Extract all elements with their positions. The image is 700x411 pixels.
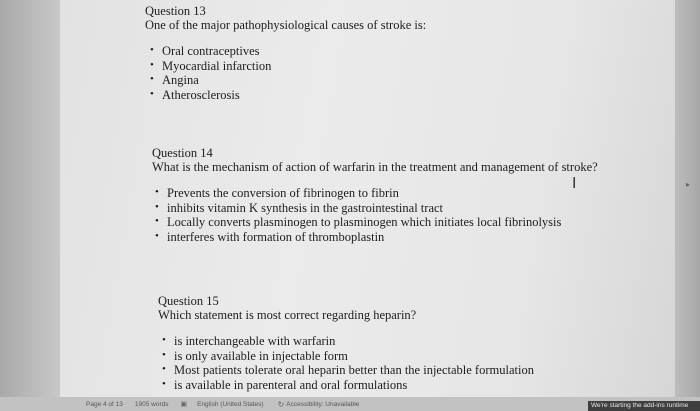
- question-text: One of the major pathophysiological causes of stroke is:: [145, 18, 427, 32]
- question-text: What is the mechanism of action of warfarin in the treatment and management of stroke?: [152, 160, 598, 174]
- proofing-icon[interactable]: ▣: [180, 401, 188, 408]
- question-text: Which statement is most correct regarding heparin?: [158, 308, 417, 322]
- text-cursor-icon: I: [572, 174, 577, 192]
- option-item[interactable]: • Myocardial infarction: [150, 59, 426, 74]
- addins-notification: We're starting the add-ins runtime: [588, 401, 700, 411]
- option-item[interactable]: • is only available in injectable form: [162, 349, 534, 364]
- option-item[interactable]: • Oral contraceptives: [150, 44, 426, 59]
- question-14: [152, 146, 602, 244]
- option-item[interactable]: • inhibits vitamin K synthesis in the gastrointestinal tract: [155, 201, 602, 216]
- answer-options: [162, 334, 534, 392]
- vertical-scrollbar[interactable]: [675, 0, 700, 400]
- scroll-right-arrow-icon[interactable]: ▸: [686, 180, 691, 189]
- option-item[interactable]: • Prevents the conversion of fibrinogen to fibrin: [155, 186, 602, 201]
- option-item[interactable]: • Locally converts plasminogen to plasminogen which initiates local fibrinolysis: [155, 215, 602, 230]
- question-title: Question 13: [145, 4, 206, 18]
- question-13: [145, 4, 426, 102]
- question-15: [158, 294, 534, 392]
- option-item[interactable]: • Most patients tolerate oral heparin better than the injectable formulation: [162, 363, 534, 378]
- left-margin: [0, 0, 60, 400]
- answer-options: [155, 186, 602, 244]
- option-item[interactable]: • interferes with formation of thromboplastin: [155, 230, 602, 245]
- option-item[interactable]: • is available in parenteral and oral formulations: [162, 378, 534, 393]
- option-item[interactable]: • Angina: [150, 73, 426, 88]
- option-item[interactable]: • is interchangeable with warfarin: [162, 334, 534, 349]
- page-indicator[interactable]: Page 4 of 13: [86, 400, 123, 408]
- question-title: Question 15: [158, 294, 219, 308]
- word-count[interactable]: 1905 words: [134, 400, 169, 408]
- language-indicator[interactable]: English (United States): [197, 400, 264, 408]
- accessibility-status[interactable]: Accessibility: Unavailable: [286, 400, 360, 408]
- option-item[interactable]: • Atherosclerosis: [150, 88, 426, 103]
- accessibility-icon[interactable]: ↻: [277, 399, 285, 409]
- answer-options: [150, 44, 426, 102]
- question-title: Question 14: [152, 146, 213, 160]
